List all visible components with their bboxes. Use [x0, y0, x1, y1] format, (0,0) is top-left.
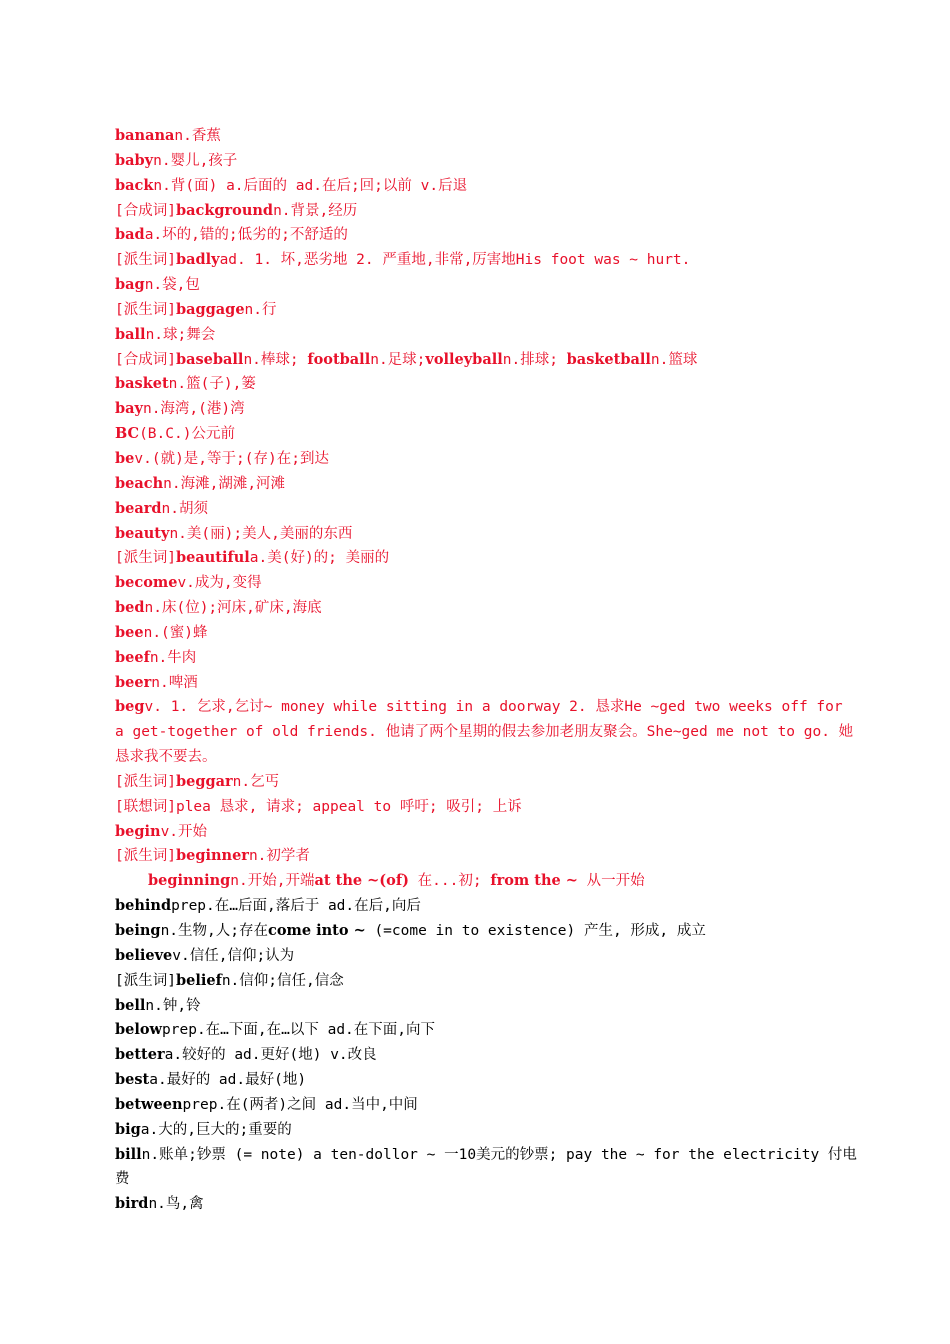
vocab-entry [115, 174, 860, 199]
vocab-entry [115, 546, 860, 571]
vocab-entry [115, 522, 860, 547]
definition-text: n.背景,经历 [273, 202, 358, 219]
definition-text: prep.在…下面,在…以下 ad.在下面,向下 [162, 1022, 436, 1039]
vocab-entry [115, 1192, 860, 1217]
headword: below [115, 1021, 163, 1039]
definition-text: [联想词]plea 恳求, 请求; appeal to 呼吁; 吸引; 上诉 [115, 798, 522, 815]
vocab-entry [115, 422, 860, 447]
definition-text: n.鸟,禽 [148, 1196, 204, 1213]
vocab-entry [115, 1043, 860, 1068]
headword: ball [115, 325, 146, 343]
definition-text: [派生词] [115, 972, 176, 989]
headword: become [115, 574, 178, 592]
vocab-entry [115, 149, 860, 174]
definition-text: [合成词] [115, 351, 176, 368]
headword: banana [115, 127, 175, 144]
headword: beauty [115, 524, 170, 542]
vocab-entry [115, 596, 860, 621]
definition-text: [派生词] [115, 301, 176, 318]
headword: bee [115, 623, 144, 641]
headword: background [175, 201, 274, 219]
headword: beard [115, 499, 162, 517]
headword: beginning [148, 872, 231, 890]
headword: come into ~ [267, 922, 366, 939]
vocab-entry [115, 1118, 860, 1143]
definition-text: n.海滩,湖滩,河滩 [163, 475, 286, 492]
definition-text: n.足球; [370, 351, 426, 368]
definition-text: v.(就)是,等于;(存)在;到达 [134, 450, 329, 467]
vocab-entry [115, 348, 860, 373]
definition-text: prep.在(两者)之间 ad.当中,中间 [182, 1096, 418, 1113]
definition-text: n.钟,铃 [145, 997, 201, 1014]
headword: behind [115, 897, 172, 915]
headword: beautiful [175, 549, 250, 567]
headword: basket [115, 375, 169, 393]
definition-text: [派生词] [115, 773, 176, 790]
headword: badly [175, 251, 220, 269]
headword: football [307, 350, 371, 368]
vocab-entry [115, 646, 860, 671]
definition-text: n.篮(子),篓 [168, 376, 256, 393]
headword: bad [115, 226, 145, 244]
vocab-entry [115, 273, 860, 298]
vocab-entry [115, 323, 860, 348]
definition-text: v. 1. 乞求,乞讨~ money while sitting in a doorway 2. 恳求He ~ged two weeks off for a get-together of old friends. 他请了两个星期的假去参加老朋友聚会。She~ged me not to go. 她恳求我不要去。 [115, 699, 854, 766]
definition-text: n.海湾,(港)湾 [142, 401, 245, 418]
definition-text: v.成为,变得 [177, 575, 262, 592]
definition-text: a.大的,巨大的;重要的 [140, 1121, 292, 1138]
vocab-entry [115, 571, 860, 596]
definition-text: n.篮球 [650, 351, 698, 368]
definition-text: n.球;舞会 [145, 326, 216, 343]
headword: baggage [175, 300, 245, 318]
vocab-entry [115, 447, 860, 472]
headword: baby [115, 151, 154, 169]
definition-text: n.开始,开端 [230, 873, 315, 890]
vocab-entry [115, 1093, 860, 1118]
headword: from the ~ [490, 872, 578, 890]
headword: beginner [175, 847, 249, 865]
vocab-entry [115, 124, 860, 149]
headword: be [115, 449, 135, 467]
headword: back [115, 176, 154, 194]
vocab-entry [115, 1068, 860, 1093]
definition-text: n.袋,包 [144, 277, 200, 294]
definition-text: [派生词] [115, 252, 176, 269]
headword: beg [115, 698, 145, 716]
headword: best [115, 1071, 150, 1089]
vocab-entry [115, 497, 860, 522]
definition-text: n.初学者 [248, 848, 310, 865]
definition-text: ad. 1. 坏,恶劣地 2. 严重地,非常,厉害地His foot was ~ hurt. [219, 252, 691, 269]
definition-text: n.啤酒 [151, 674, 198, 691]
vocab-entry [115, 671, 860, 696]
headword: bill [115, 1145, 142, 1163]
vocab-entry [115, 248, 860, 273]
headword: bay [115, 400, 143, 418]
headword: bag [115, 276, 145, 294]
definition-text: [派生词] [115, 550, 176, 567]
definition-text: prep.在…后面,落后于 ad.在后,向后 [171, 898, 421, 915]
definition-text: 在...初; [408, 873, 491, 890]
definition-text: n.行 [244, 301, 277, 318]
vocab-entry [115, 944, 860, 969]
definition-text: a.美(好)的; 美丽的 [249, 550, 390, 567]
vocab-entry [115, 298, 860, 323]
definition-text: a.最好的 ad.最好(地) [149, 1072, 307, 1089]
headword: beer [115, 673, 152, 691]
definition-text: n.信仰;信任,信念 [221, 972, 344, 989]
headword: baseball [175, 350, 244, 368]
definition-text: n.美(丽);美人,美丽的东西 [169, 525, 353, 542]
headword: basketball [566, 350, 651, 368]
vocab-entry [115, 621, 860, 646]
definition-text: n.排球; [502, 351, 567, 368]
definition-text: [派生词] [115, 848, 176, 865]
vocab-entry [115, 1018, 860, 1043]
vocab-entry [115, 919, 860, 944]
definition-text: n.背(面) a.后面的 ad.在后;回;以前 v.后退 [153, 177, 468, 194]
headword: bed [115, 599, 145, 617]
headword: beef [115, 648, 150, 666]
headword: BC [115, 425, 140, 443]
vocab-entry [115, 372, 860, 397]
vocab-entry [115, 820, 860, 845]
headword: bird [115, 1195, 149, 1213]
headword: being [115, 922, 161, 939]
definition-text: (B.C.)公元前 [139, 426, 235, 443]
definition-text: n.胡须 [161, 500, 209, 517]
vocab-entry [115, 844, 860, 869]
vocabulary-list [115, 124, 860, 1217]
vocab-entry [115, 1143, 860, 1193]
definition-text: n.(蜜)蜂 [143, 624, 208, 641]
definition-text: a.较好的 ad.更好(地) v.改良 [164, 1047, 377, 1064]
definition-text: 从一开始 [577, 873, 645, 890]
headword: better [115, 1046, 165, 1064]
definition-text: n.床(位);河床,矿床,海底 [144, 600, 322, 617]
definition-text: v.开始 [160, 823, 208, 840]
vocab-entry [115, 795, 860, 820]
vocab-entry [115, 472, 860, 497]
definition-text: v.信任,信仰;认为 [172, 947, 295, 964]
headword: between [115, 1095, 183, 1113]
headword: at the ~(of) [314, 872, 409, 890]
headword: big [115, 1120, 141, 1138]
vocab-entry [115, 869, 860, 894]
vocab-entry [115, 199, 860, 224]
definition-text: n.生物,人;存在 [160, 923, 268, 939]
headword: begin [115, 822, 161, 840]
vocab-entry [115, 994, 860, 1019]
definition-text: a.坏的,错的;低劣的;不舒适的 [144, 227, 348, 244]
definition-text: (=come in to existence) 产生, 形成, 成立 [365, 923, 706, 939]
vocab-entry [115, 397, 860, 422]
definition-text: [合成词] [115, 202, 176, 219]
headword: believe [115, 946, 173, 964]
vocab-entry [115, 695, 860, 770]
vocab-entry [115, 770, 860, 795]
headword: bell [115, 996, 146, 1014]
definition-text: n.乞丐 [232, 773, 280, 790]
headword: volleyball [425, 350, 503, 368]
definition-text: n.棒球; [243, 351, 308, 368]
vocab-entry [115, 894, 860, 919]
vocab-entry [115, 969, 860, 994]
definition-text: n.香蕉 [174, 128, 221, 144]
headword: beach [115, 474, 164, 492]
headword: belief [175, 971, 222, 989]
vocab-entry [115, 223, 860, 248]
definition-text: n.牛肉 [149, 649, 197, 666]
headword: beggar [175, 772, 233, 790]
definition-text: n.婴儿,孩子 [153, 152, 238, 169]
definition-text: n.账单;钞票 (= note) a ten-dollor ~ 一10美元的钞票; pay the ~ for the electricity 付电费 [115, 1146, 857, 1188]
